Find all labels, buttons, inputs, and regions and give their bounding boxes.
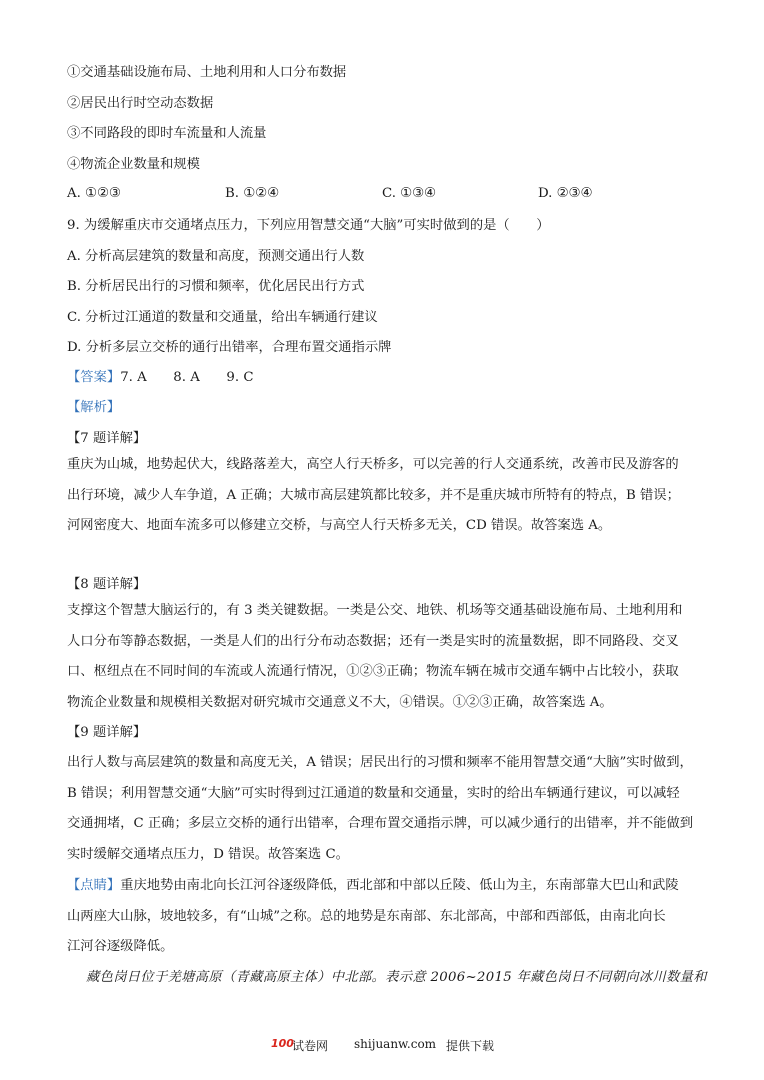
q8-choice-b: B. ①②④ — [225, 186, 279, 201]
site-logo: 100 — [271, 1037, 294, 1050]
site-domain-link[interactable]: shijuanw.com — [354, 1037, 437, 1051]
download-note: 提供下载 — [446, 1039, 495, 1053]
q8-detail-title: 【8 题详解】 — [67, 577, 147, 592]
q7-detail-title: 【7 题详解】 — [67, 431, 147, 446]
answer-label: 【答案】 — [67, 370, 121, 385]
answer-text: 7. A 8. A 9. C — [120, 370, 254, 385]
q9-detail-body — [67, 748, 697, 870]
q7-detail-line: 重庆为山城，地势起伏大，线路落差大，高空人行天桥多，可以完善的行人交通系统，改善市民及游客的 — [67, 457, 679, 472]
q8-choices — [67, 186, 667, 204]
q9-option-c: C. 分析过江通道的数量和交通量，给出车辆通行建议 — [67, 310, 378, 325]
q8-choice-a: A. ①②③ — [67, 186, 121, 201]
q8-option-3: ③不同路段的即时车流量和人流量 — [67, 126, 267, 141]
q8-detail-body — [67, 596, 697, 718]
q7-detail-line: 出行环境，减少人车争道，A 正确；大城市高层建筑都比较多，并不是重庆城市所特有的特点，B 错误； — [67, 487, 680, 503]
q7-detail-body — [67, 450, 697, 542]
q9-detail-line: 交通拥堵，C 正确；多层立交桥的通行出错率，合理布置交通指示牌，可以减少通行的出错率，并不能做到 — [67, 816, 694, 831]
tip-line — [67, 871, 697, 902]
q9-option-d: D. 分析多层立交桥的通行出错率，合理布置交通指示牌 — [67, 340, 392, 355]
q9-detail-line: 出行人数与高层建筑的数量和高度无关，A 错误；居民出行的习惯和频率不能用智慧交通“大脑”实时做到， — [67, 755, 693, 770]
q9-option-b: B. 分析居民出行的习惯和频率，优化居民出行方式 — [67, 279, 365, 294]
q7-detail-line: 河网密度大、地面车流多可以修建立交桥，与高空人行天桥多无关，CD 错误。故答案选 A。 — [67, 518, 612, 533]
q8-detail-line: 支撑这个智慧大脑运行的，有 3 类关键数据。一类是公交、地铁、机场等交通基础设施布局、土地利用和 — [67, 603, 683, 618]
q8-choice-c: C. ①③④ — [382, 186, 436, 201]
tip-line: 山两座大山脉，坡地较多，有“山城”之称。总的地势是东南部、东北部高，中部和西部低，由南北向长 — [67, 908, 666, 924]
q9-detail-line: B 错误；利用智慧交通“大脑”可实时得到过江通道的数量和交通量，实时的给出车辆通行建议，可以减轻 — [67, 785, 680, 801]
answer-row — [67, 369, 254, 387]
q8-detail-line: 物流企业数量和规模相关数据对研究城市交通意义不大，④错误。①②③正确，故答案选 A。 — [67, 694, 613, 710]
tip-line: 江河谷逐级降低。 — [67, 939, 174, 954]
tip-line-text: 重庆地势由南北向长江河谷逐级降低，西北部和中部以丘陵、低山为主，东南部靠大巴山和武陵 — [120, 878, 679, 893]
q9-stem: 9. 为缓解重庆市交通堵点压力，下列应用智慧交通“大脑”可实时做到的是（ ） — [67, 218, 550, 233]
q9-detail-title: 【9 题详解】 — [67, 725, 147, 740]
analysis-label: 【解析】 — [67, 400, 121, 415]
q9-detail-line: 实时缓解交通堵点压力，D 错误。故答案选 C。 — [67, 846, 349, 862]
tip-body — [67, 871, 697, 963]
q8-option-4: ④物流企业数量和规模 — [67, 157, 200, 172]
q8-option-1: ①交通基础设施布局、土地利用和人口分布数据 — [67, 65, 347, 80]
next-question-stem: 藏色岗日位于羌塘高原（青藏高原主体）中北部。表示意 2006~2015 年藏色岗日不同朝向冰川数量和 — [86, 970, 707, 985]
q9-option-a: A. 分析高层建筑的数量和高度，预测交通出行人数 — [67, 249, 365, 264]
q8-option-2: ②居民出行时空动态数据 — [67, 96, 214, 111]
q8-choice-d: D. ②③④ — [538, 186, 593, 201]
site-name: 试卷网 — [292, 1039, 329, 1053]
page-footer — [0, 1037, 764, 1055]
q8-detail-line: 口、枢纽点在不同时间的车流或人流通行情况，①②③正确；物流车辆在城市交通车辆中占比较小，获取 — [67, 664, 679, 679]
tip-label: 【点睛】 — [67, 878, 121, 893]
q8-detail-line: 人口分布等静态数据，一类是人们的出行分布动态数据；还有一类是实时的流量数据，即不同路段、交叉 — [67, 633, 679, 649]
